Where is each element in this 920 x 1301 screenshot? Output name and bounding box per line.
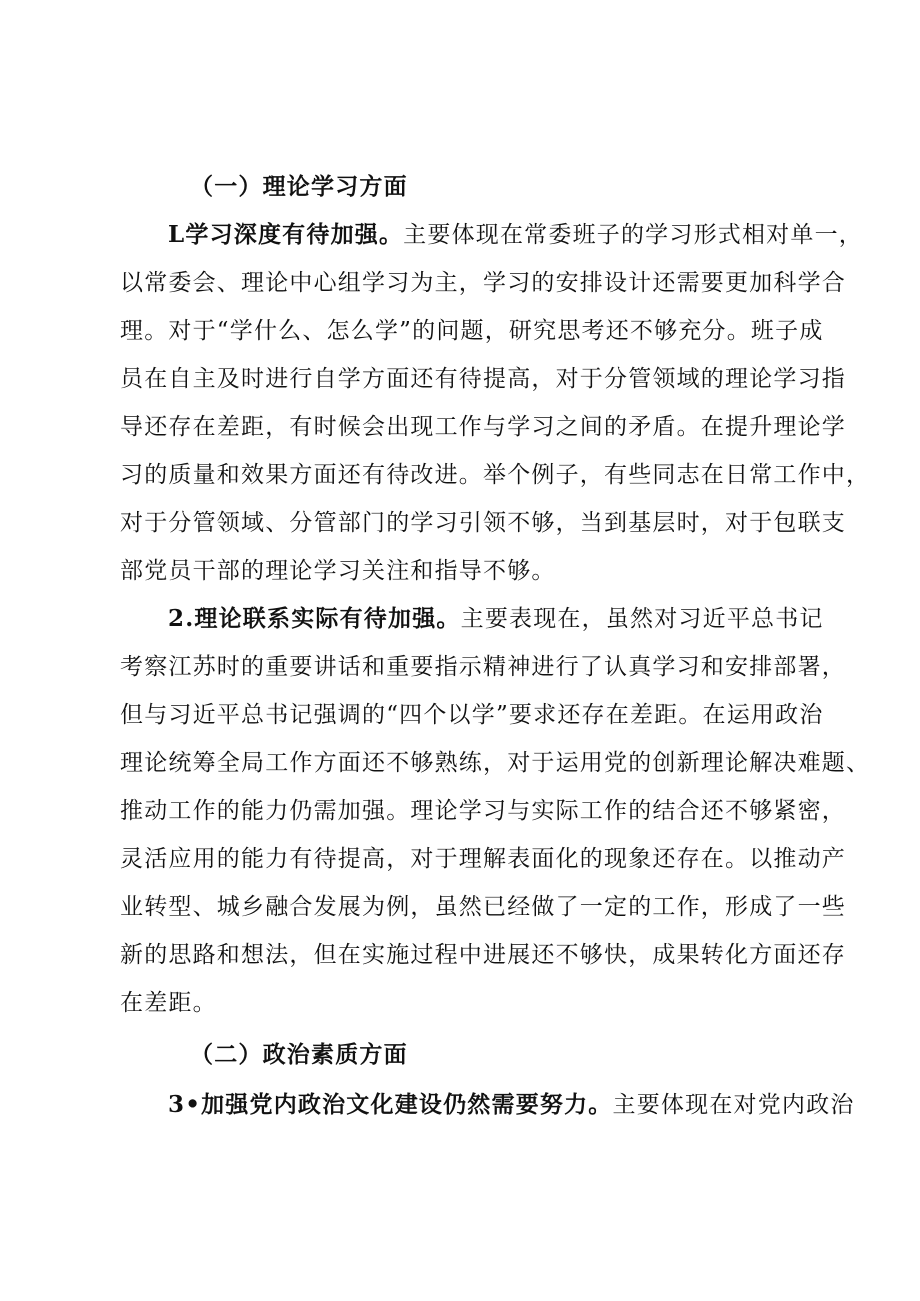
paragraph-1-line-1-rest: 主要体现在常委班子的学习形式相对单一， — [403, 222, 863, 248]
paragraph-3-line-1 — [168, 1090, 868, 1120]
paragraph-2-line: 业转型、城乡融合发展为例，虽然已经做了一定的工作，形成了一些 — [120, 894, 846, 920]
paragraph-2-line-1-rest: 主要表现在，虽然对习近平总书记 — [460, 606, 824, 632]
section-heading-theory — [190, 172, 890, 202]
paragraph-2-line: 但与习近平总书记强调的“四个以学”要求还存在差距。在运用政治 — [120, 702, 824, 728]
paragraph-1-line: 理。对于“学什么、怎么学”的问题，研究思考还不够充分。班子成 — [120, 318, 824, 344]
paragraph-1-line: 习的质量和效果方面还有待改进。举个例子，有些同志在日常工作中， — [120, 462, 871, 488]
paragraph-2-line: 新的思路和想法，但在实施过程中进展还不够快，成果转化方面还存 — [120, 942, 846, 968]
paragraph-3-line-1-rest: 主要体现在对党内政治 — [612, 1092, 855, 1118]
paragraph-1-line-1 — [168, 220, 868, 250]
paragraph-1-line: 部党员干部的理论学习关注和指导不够。 — [120, 558, 556, 584]
paragraph-2-line-1 — [168, 604, 868, 634]
paragraph-2-line: 在差距。 — [120, 990, 217, 1016]
paragraph-2-line: 考察江苏时的重要讲话和重要指示精神进行了认真学习和安排部署， — [120, 654, 846, 680]
section-heading-political — [190, 1040, 890, 1070]
paragraph-1-line: 以常委会、理论中心组学习为主，学习的安排设计还需要更加科学合 — [120, 270, 846, 296]
paragraph-1-line: 员在自主及时进行自学方面还有待提高，对于分管领域的理论学习指 — [120, 366, 846, 392]
section-heading-political-text: （二）政治素质方面 — [190, 1041, 408, 1068]
paragraph-1-lead: L学习深度有待加强。 — [168, 221, 404, 248]
paragraph-3-lead: 3•加强党内政治文化建设仍然需要努力。 — [168, 1091, 613, 1118]
paragraph-2-line: 理论统筹全局工作方面还不够熟练，对于运用党的创新理论解决难题、 — [120, 750, 871, 776]
paragraph-1-line: 导还存在差距，有时候会出现工作与学习之间的矛盾。在提升理论学 — [120, 414, 846, 440]
section-heading-theory-text: （一）理论学习方面 — [190, 173, 408, 200]
paragraph-2-line: 推动工作的能力仍需加强。理论学习与实际工作的结合还不够紧密， — [120, 798, 846, 824]
paragraph-1-line: 对于分管领域、分管部门的学习引领不够，当到基层时，对于包联支 — [120, 510, 846, 536]
paragraph-2-lead: 2.理论联系实际有待加强。 — [168, 605, 461, 632]
paragraph-2-line: 灵活应用的能力有待提高，对于理解表面化的现象还存在。以推动产 — [120, 846, 846, 872]
